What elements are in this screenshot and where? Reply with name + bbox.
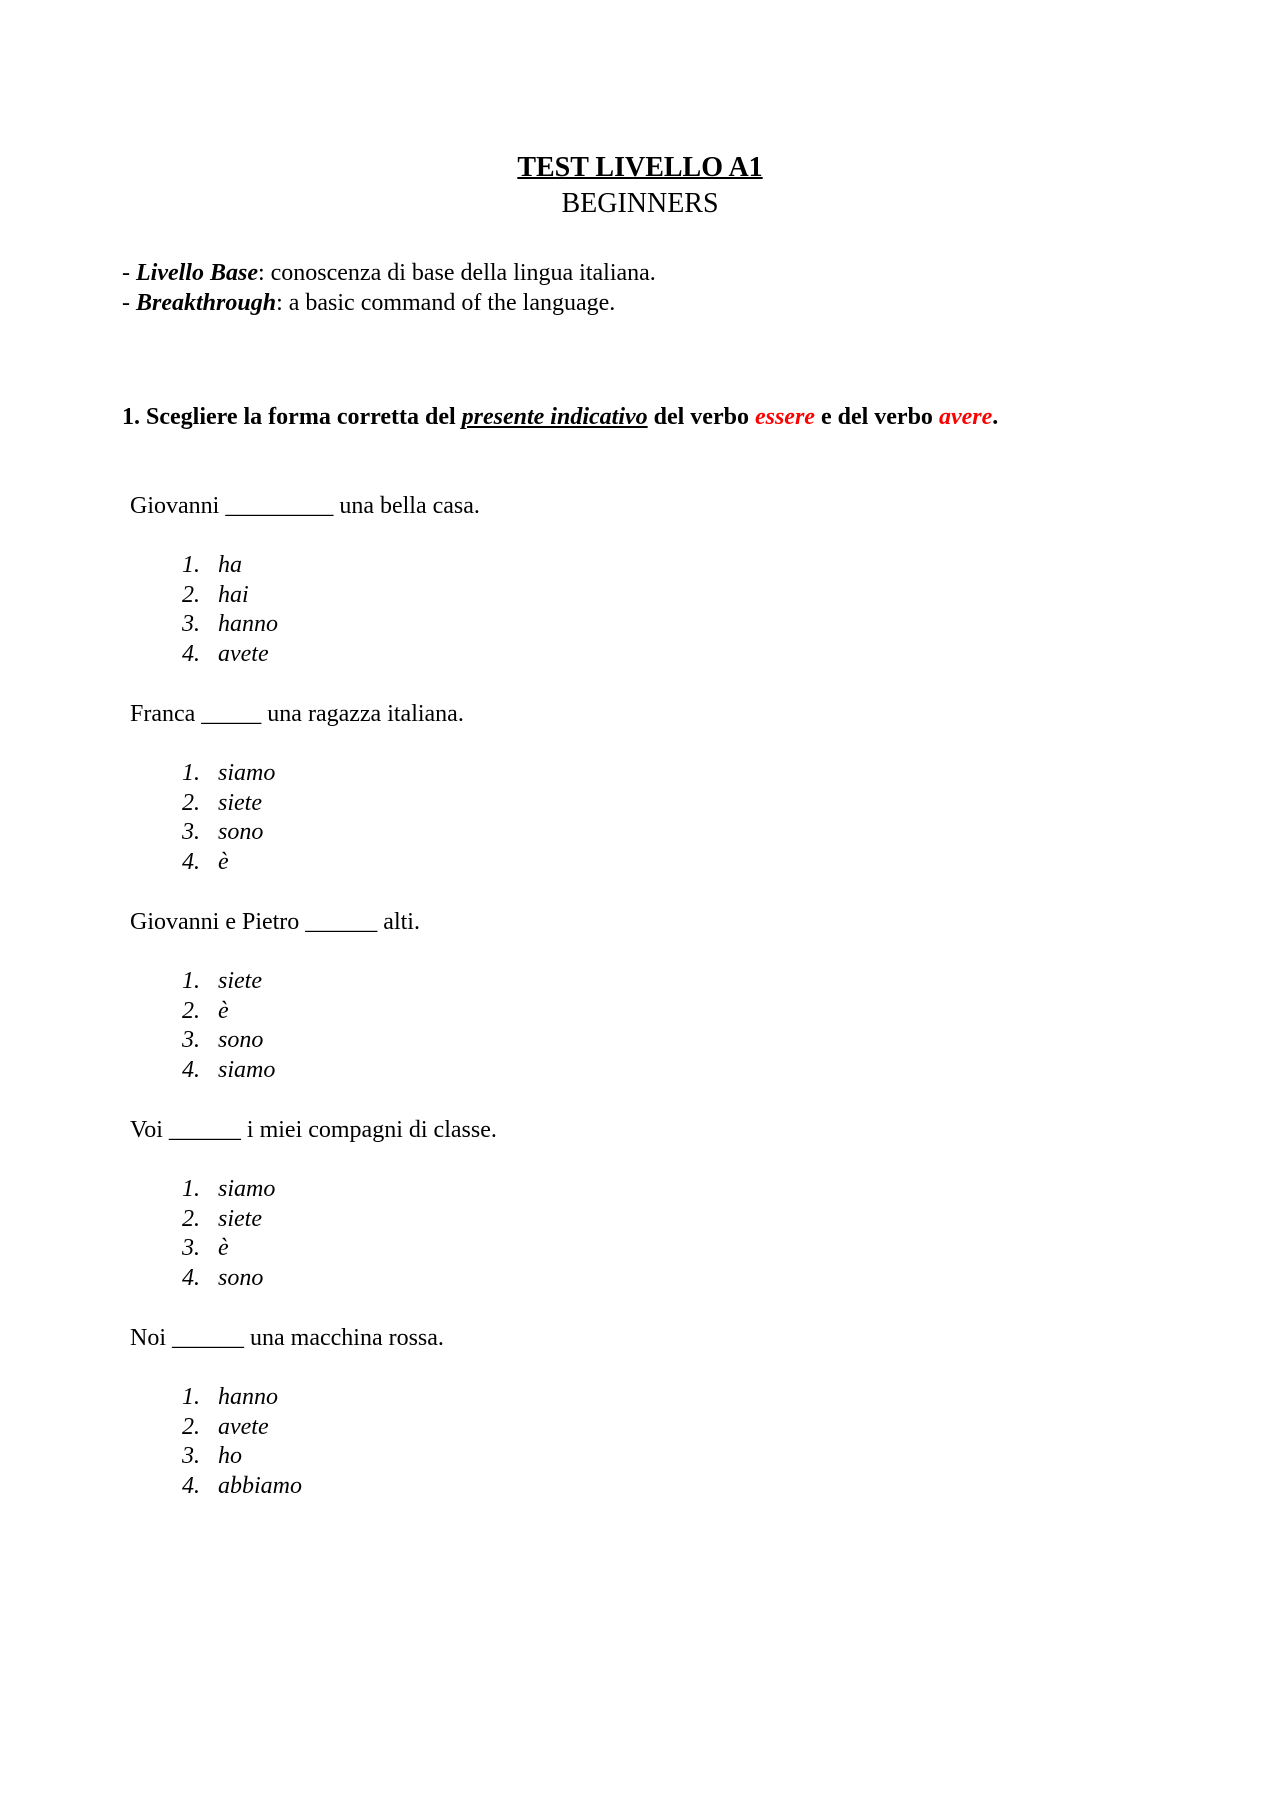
- option-number: 1.: [182, 760, 200, 786]
- level-term: Breakthrough: [136, 290, 277, 316]
- answer-option[interactable]: [130, 1264, 1130, 1294]
- answer-option[interactable]: [130, 551, 1130, 581]
- level-line: [122, 288, 656, 318]
- question-stem: Giovanni _________ una bella casa.: [130, 493, 480, 519]
- answer-option[interactable]: [130, 1056, 1130, 1086]
- option-number: 1.: [182, 1176, 200, 1202]
- option-number: 4.: [182, 1056, 200, 1083]
- level-text: : a basic command of the language.: [276, 290, 616, 316]
- level-text: : conoscenza di base della lingua italiana.: [257, 260, 656, 286]
- option-text: hai: [218, 581, 249, 608]
- option-text: sono: [218, 1264, 264, 1291]
- option-number: 4.: [182, 1472, 200, 1499]
- option-number: 1.: [182, 968, 200, 994]
- option-number: 4.: [182, 1264, 200, 1291]
- option-text: è: [218, 997, 229, 1024]
- level-descriptions: [122, 258, 656, 318]
- question-block: [130, 699, 1130, 907]
- answer-options: [130, 1383, 1130, 1501]
- option-number: 4.: [182, 640, 200, 667]
- question-block: [130, 491, 1130, 699]
- option-text: avete: [218, 1413, 269, 1440]
- option-number: 2.: [182, 789, 200, 816]
- option-text: siete: [218, 968, 262, 994]
- answer-option[interactable]: [130, 1442, 1130, 1472]
- question-stem: Noi ______ una macchina rossa.: [130, 1325, 444, 1351]
- option-text: hanno: [218, 1384, 278, 1410]
- option-text: sono: [218, 1027, 264, 1054]
- option-text: siamo: [218, 1056, 276, 1083]
- level-prefix: -: [122, 260, 136, 286]
- option-text: siamo: [218, 760, 276, 786]
- option-number: 2.: [182, 1413, 200, 1440]
- instruction-text: .: [992, 404, 999, 430]
- option-number: 3.: [182, 819, 200, 846]
- page-title: TEST LIVELLO A1: [517, 152, 763, 183]
- answer-options: [130, 967, 1130, 1085]
- answer-option[interactable]: [130, 1234, 1130, 1264]
- option-number: 2.: [182, 1205, 200, 1232]
- answer-options: [130, 1175, 1130, 1293]
- answer-option[interactable]: [130, 759, 1130, 789]
- page-subtitle: BEGINNERS: [561, 188, 719, 219]
- level-term: Livello Base: [136, 260, 258, 286]
- option-number: 3.: [182, 1027, 200, 1054]
- option-text: ho: [218, 1443, 242, 1470]
- option-text: ha: [218, 552, 242, 578]
- answer-option[interactable]: [130, 1175, 1130, 1205]
- answer-option[interactable]: [130, 1413, 1130, 1443]
- answer-option[interactable]: [130, 848, 1130, 878]
- option-number: 1.: [182, 552, 200, 578]
- answer-option[interactable]: [130, 610, 1130, 640]
- option-number: 1.: [182, 1384, 200, 1410]
- option-number: 4.: [182, 848, 200, 875]
- option-text: avete: [218, 640, 269, 667]
- option-text: hanno: [218, 611, 278, 638]
- answer-option[interactable]: [130, 1472, 1130, 1502]
- option-number: 2.: [182, 997, 200, 1024]
- option-number: 3.: [182, 611, 200, 638]
- question-stem: Giovanni e Pietro ______ alti.: [130, 909, 420, 935]
- question-list: [130, 491, 1130, 1531]
- option-text: è: [218, 1235, 229, 1262]
- option-text: siete: [218, 1205, 262, 1232]
- level-line: [122, 258, 656, 288]
- option-text: abbiamo: [218, 1472, 302, 1499]
- answer-options: [130, 551, 1130, 669]
- answer-option[interactable]: [130, 997, 1130, 1027]
- exercise-instruction: [122, 402, 998, 432]
- option-number: 2.: [182, 581, 200, 608]
- option-text: siete: [218, 789, 262, 816]
- instruction-term: presente indicativo: [461, 404, 648, 430]
- instruction-text: e del verbo: [814, 404, 939, 430]
- instruction-text: del verbo: [647, 404, 755, 430]
- question-block: [130, 1115, 1130, 1323]
- question-stem: Voi ______ i miei compagni di classe.: [130, 1117, 497, 1143]
- answer-option[interactable]: [130, 581, 1130, 611]
- answer-option[interactable]: [130, 1205, 1130, 1235]
- option-number: 3.: [182, 1235, 200, 1262]
- option-number: 3.: [182, 1443, 200, 1470]
- instruction-verb-essere: essere: [754, 404, 815, 430]
- answer-option[interactable]: [130, 1383, 1130, 1413]
- option-text: sono: [218, 819, 264, 846]
- question-stem: Franca _____ una ragazza italiana.: [130, 701, 464, 727]
- instruction-text: 1. Scegliere la forma corretta del: [122, 404, 462, 430]
- question-block: [130, 907, 1130, 1115]
- option-text: è: [218, 848, 229, 875]
- answer-option[interactable]: [130, 967, 1130, 997]
- title-block: [0, 150, 1280, 222]
- answer-option[interactable]: [130, 789, 1130, 819]
- option-text: siamo: [218, 1176, 276, 1202]
- answer-options: [130, 759, 1130, 877]
- level-prefix: -: [122, 290, 136, 316]
- answer-option[interactable]: [130, 1026, 1130, 1056]
- question-block: [130, 1323, 1130, 1531]
- answer-option[interactable]: [130, 818, 1130, 848]
- instruction-verb-avere: avere: [938, 404, 993, 430]
- answer-option[interactable]: [130, 640, 1130, 670]
